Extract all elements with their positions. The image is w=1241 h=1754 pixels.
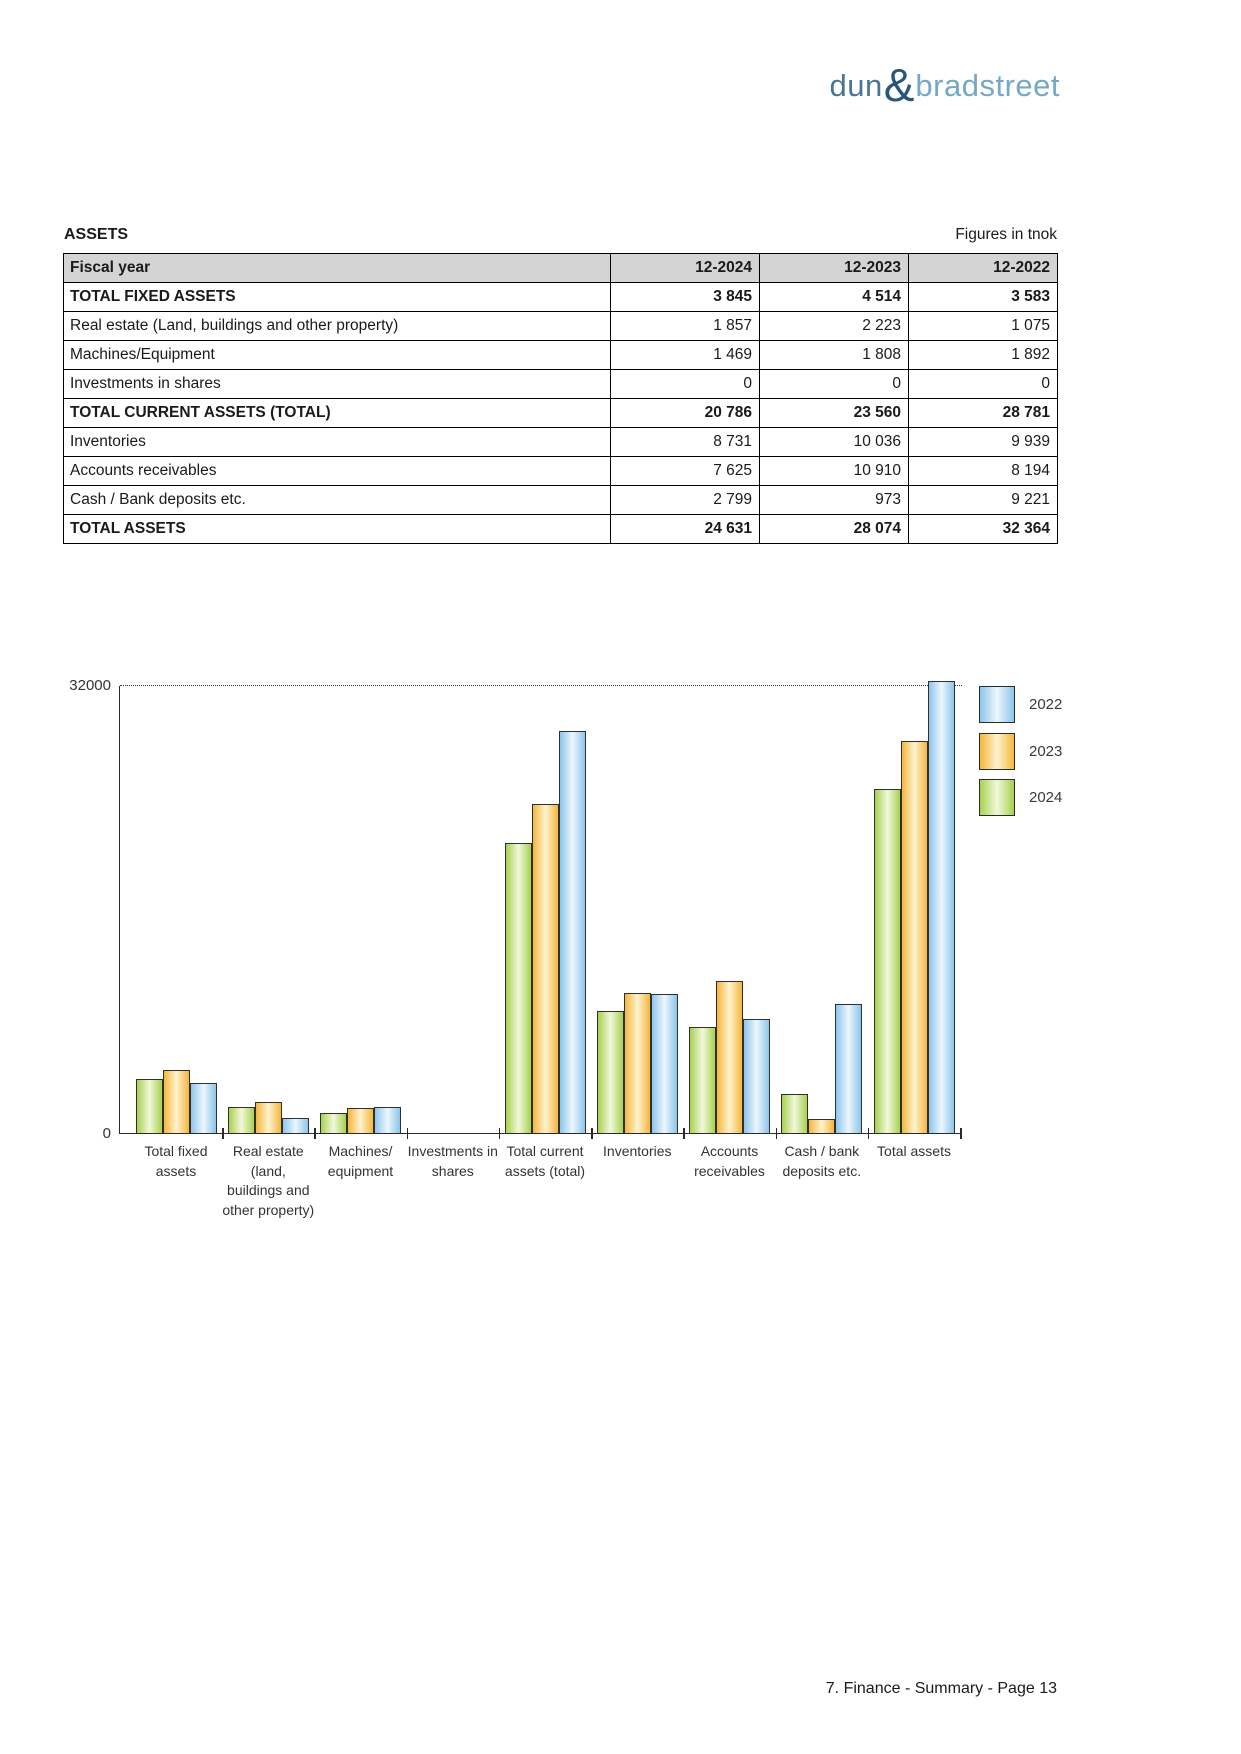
table-row [64, 486, 1058, 515]
cell-value: 8 731 [611, 428, 760, 457]
logo-text-dun: dun [829, 68, 883, 103]
section-title: ASSETS [64, 226, 129, 243]
cell-value: 0 [760, 370, 909, 399]
table-row [64, 515, 1058, 544]
x-axis-tick [776, 1128, 778, 1139]
column-header: 12-2023 [760, 254, 909, 283]
row-label: Cash / Bank deposits etc. [64, 486, 611, 515]
table-row [64, 457, 1058, 486]
cell-value: 20 786 [611, 399, 760, 428]
cell-value: 1 075 [909, 312, 1058, 341]
cell-value: 2 799 [611, 486, 760, 515]
legend-label: 2024 [1029, 789, 1063, 806]
x-axis-tick [591, 1128, 593, 1139]
chart-bar-2023 [901, 741, 928, 1133]
assets-bar-chart [69, 677, 962, 1218]
figures-unit-note: Figures in tnok [955, 226, 1057, 243]
column-header: 12-2022 [909, 254, 1058, 283]
y-axis-label-max: 32000 [69, 677, 111, 694]
cell-value: 1 469 [611, 341, 760, 370]
chart-bar-2023 [624, 993, 651, 1133]
chart-bar-2022 [928, 681, 955, 1133]
cell-value: 1 808 [760, 341, 909, 370]
cell-value: 4 514 [760, 283, 909, 312]
row-label: TOTAL FIXED ASSETS [64, 283, 611, 312]
x-axis-tick [314, 1128, 316, 1139]
row-label: Accounts receivables [64, 457, 611, 486]
x-axis-label: Accounts receivables [694, 1143, 765, 1179]
column-header: Fiscal year [64, 254, 611, 283]
assets-table-body [64, 283, 1058, 544]
chart-bar-2023 [347, 1108, 374, 1133]
chart-bar-2024 [320, 1113, 347, 1134]
cell-value: 2 223 [760, 312, 909, 341]
chart-bar-2022 [559, 731, 586, 1133]
chart-bar-2024 [505, 843, 532, 1133]
dun-bradstreet-logo: dun & bradstreet [829, 59, 1060, 111]
row-label: Machines/Equipment [64, 341, 611, 370]
legend-label: 2022 [1029, 696, 1063, 713]
cell-value: 1 857 [611, 312, 760, 341]
cell-value: 8 194 [909, 457, 1058, 486]
legend-item-2022 [979, 686, 1062, 723]
x-axis-label: Real estate (land, buildings and other property) [222, 1143, 315, 1218]
chart-bar-2024 [597, 1011, 624, 1133]
cell-value: 23 560 [760, 399, 909, 428]
row-label: Real estate (Land, buildings and other property) [64, 312, 611, 341]
cell-value: 9 221 [909, 486, 1058, 515]
chart-bar-2024 [136, 1079, 163, 1133]
chart-bar-2022 [835, 1004, 862, 1133]
chart-bar-2022 [374, 1107, 401, 1133]
logo-text-bradstreet: bradstreet [915, 68, 1060, 103]
y-axis-label-zero: 0 [102, 1125, 111, 1142]
legend-item-2024 [979, 779, 1062, 816]
legend-swatch-2022 [979, 686, 1015, 723]
table-row [64, 370, 1058, 399]
row-label: TOTAL ASSETS [64, 515, 611, 544]
x-axis-label: Inventories [603, 1143, 672, 1159]
cell-value: 10 036 [760, 428, 909, 457]
row-label: Inventories [64, 428, 611, 457]
cell-value: 973 [760, 486, 909, 515]
legend-swatch-2023 [979, 733, 1015, 770]
x-axis-tick [407, 1128, 409, 1139]
chart-bar-2024 [874, 789, 901, 1133]
assets-table-header [64, 254, 1058, 283]
table-row [64, 428, 1058, 457]
chart-bar-2022 [282, 1118, 309, 1133]
row-label: Investments in shares [64, 370, 611, 399]
row-label: TOTAL CURRENT ASSETS (TOTAL) [64, 399, 611, 428]
legend-swatch-2024 [979, 779, 1015, 816]
x-axis-label: Total assets [877, 1143, 951, 1159]
legend-label: 2023 [1029, 742, 1063, 760]
chart-bar-2023 [163, 1070, 190, 1133]
chart-bar-2023 [808, 1119, 835, 1133]
chart-bar-2023 [255, 1102, 282, 1133]
x-axis-label: Total fixed assets [144, 1143, 208, 1179]
chart-bar-2024 [228, 1107, 255, 1133]
cell-value: 0 [611, 370, 760, 399]
chart-bar-2024 [689, 1027, 716, 1134]
x-axis-label: Machines/ equipment [327, 1143, 394, 1179]
x-axis-tick [222, 1128, 224, 1139]
chart-bar-2023 [716, 981, 743, 1133]
table-row [64, 312, 1058, 341]
table-row [64, 283, 1058, 312]
cell-value: 3 583 [909, 283, 1058, 312]
x-axis-label: Cash / bank deposits etc. [782, 1143, 862, 1179]
page-footer: 7. Finance - Summary - Page 13 [825, 1680, 1057, 1697]
cell-value: 3 845 [611, 283, 760, 312]
table-row [64, 341, 1058, 370]
chart-bar-2022 [743, 1019, 770, 1134]
cell-value: 9 939 [909, 428, 1058, 457]
chart-bar-2022 [651, 994, 678, 1133]
gridline-32000 [120, 685, 962, 686]
cell-value: 0 [909, 370, 1058, 399]
x-axis-tick [683, 1128, 685, 1139]
table-row [64, 399, 1058, 428]
cell-value: 28 074 [760, 515, 909, 544]
cell-value: 10 910 [760, 457, 909, 486]
chart-bar-2024 [781, 1094, 808, 1133]
chart-bar-2022 [190, 1083, 217, 1133]
column-header: 12-2024 [611, 254, 760, 283]
x-axis-label: Total current assets (total) [504, 1143, 586, 1179]
cell-value: 28 781 [909, 399, 1058, 428]
cell-value: 24 631 [611, 515, 760, 544]
cell-value: 7 625 [611, 457, 760, 486]
table-heading-row [64, 226, 1057, 244]
legend-item-2023 [979, 733, 1062, 770]
assets-table [63, 253, 1058, 544]
table-header-row [64, 254, 1058, 283]
cell-value: 32 364 [909, 515, 1058, 544]
x-axis-tick [960, 1128, 962, 1139]
x-axis-tick [868, 1128, 870, 1139]
cell-value: 1 892 [909, 341, 1058, 370]
x-axis-tick [499, 1128, 501, 1139]
chart-bar-2023 [532, 804, 559, 1133]
x-axis-label: Investments in shares [407, 1143, 498, 1179]
chart-legend [979, 686, 1109, 826]
